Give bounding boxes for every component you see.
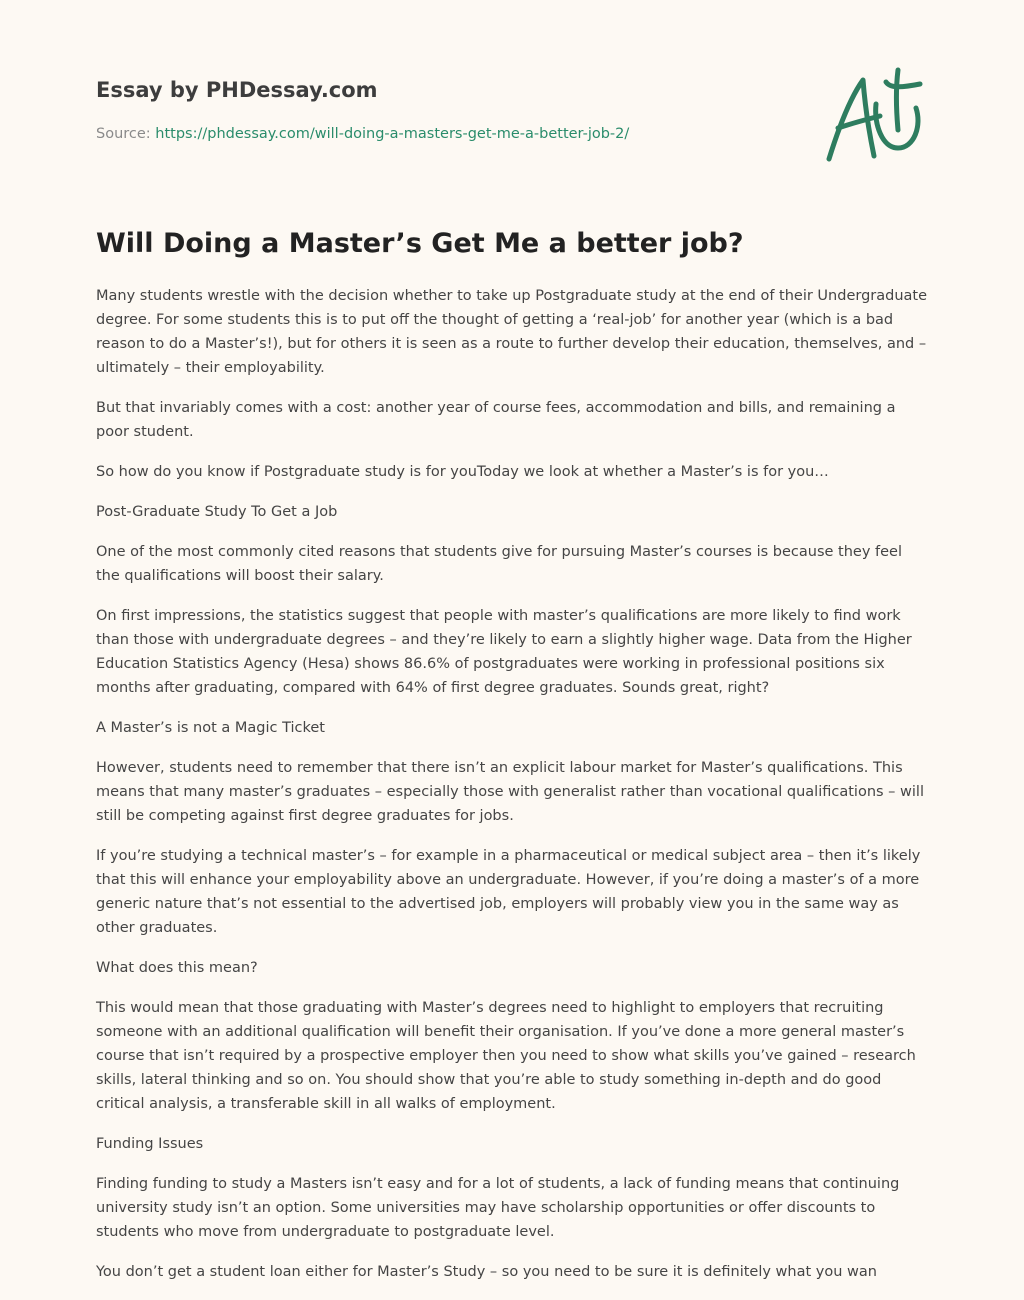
paragraph: But that invariably comes with a cost: another year of course fees, accommodation and bills, and remaining a poor student. xyxy=(96,400,896,440)
paragraph: You don’t get a student loan either for Master’s Study – so you need to be sure it is definitely what you wan xyxy=(96,1264,877,1280)
paragraph: So how do you know if Postgraduate study is for youToday we look at whether a Master’s is for you… xyxy=(96,464,829,480)
paragraph: This would mean that those graduating with Master’s degrees need to highlight to employers that recruiting someone with an additional qualification will benefit their organisation. If you’ve done a more general master’s course that isn’t required by a prospective employer then you need to show what skills you’ve gained – research skills, lateral thinking and so on. You should show that you’re able to study something in-depth and do good critical analysis, a transferable skill in all walks of employment. xyxy=(96,1000,916,1112)
a-plus-logo-icon xyxy=(816,64,936,168)
paragraph: However, students need to remember that there isn’t an explicit labour market for Master’s qualifications. This means that many master’s graduates – especially those with generalist rather than vocational qualifications – will still be competing against first degree graduates for jobs. xyxy=(96,760,924,824)
a-plus-logo xyxy=(816,64,936,168)
paragraph: One of the most commonly cited reasons that students give for pursuing Master’s courses is because they feel the qualifications will boost their salary. xyxy=(96,544,902,584)
paragraph: On first impressions, the statistics suggest that people with master’s qualifications are more likely to find work than those with undergraduate degrees – and they’re likely to earn a slightly higher wage. Data from the Higher Education Statistics Agency (Hesa) shows 86.6% of postgraduates were working in professional positions six months after graduating, compared with 64% of first degree graduates. Sounds great, right? xyxy=(96,608,912,696)
section-heading: A Master’s is not a Magic Ticket xyxy=(96,720,325,736)
paragraph: Many students wrestle with the decision whether to take up Postgraduate study at the end of their Undergraduate degree. For some students this is to put off the thought of getting a ‘real-job’ for another year (which is a bad reason to do a Master’s!), but for others it is seen as a route to further develop their education, themselves, and – ultimately – their employability. xyxy=(96,288,928,376)
section-heading: Funding Issues xyxy=(96,1136,204,1152)
article-body xyxy=(96,284,928,1300)
source-label: Source: xyxy=(96,126,156,142)
source-link[interactable]: https://phdessay.com/will-doing-a-masters-get-me-a-better-job-2/ xyxy=(155,126,630,142)
paragraph: If you’re studying a technical master’s – for example in a pharmaceutical or medical subject area – then it’s likely that this will enhance your employability above an undergraduate. However, if you’re doing a master’s of a more generic nature that’s not essential to the advertised job, employers will probably view you in the same way as other graduates. xyxy=(96,848,921,936)
article-title: Will Doing a Master’s Get Me a better job? xyxy=(96,228,744,259)
section-heading: What does this mean? xyxy=(96,960,258,976)
brand-name: Essay by PHDessay.com xyxy=(96,78,378,102)
page-header xyxy=(96,76,796,144)
paragraph: Finding funding to study a Masters isn’t easy and for a lot of students, a lack of funding means that continuing university study isn’t an option. Some universities may have scholarship opportunities or offer discounts to students who move from undergraduate to postgraduate level. xyxy=(96,1176,900,1240)
section-heading: Post-Graduate Study To Get a Job xyxy=(96,504,338,520)
source-line xyxy=(96,124,796,144)
